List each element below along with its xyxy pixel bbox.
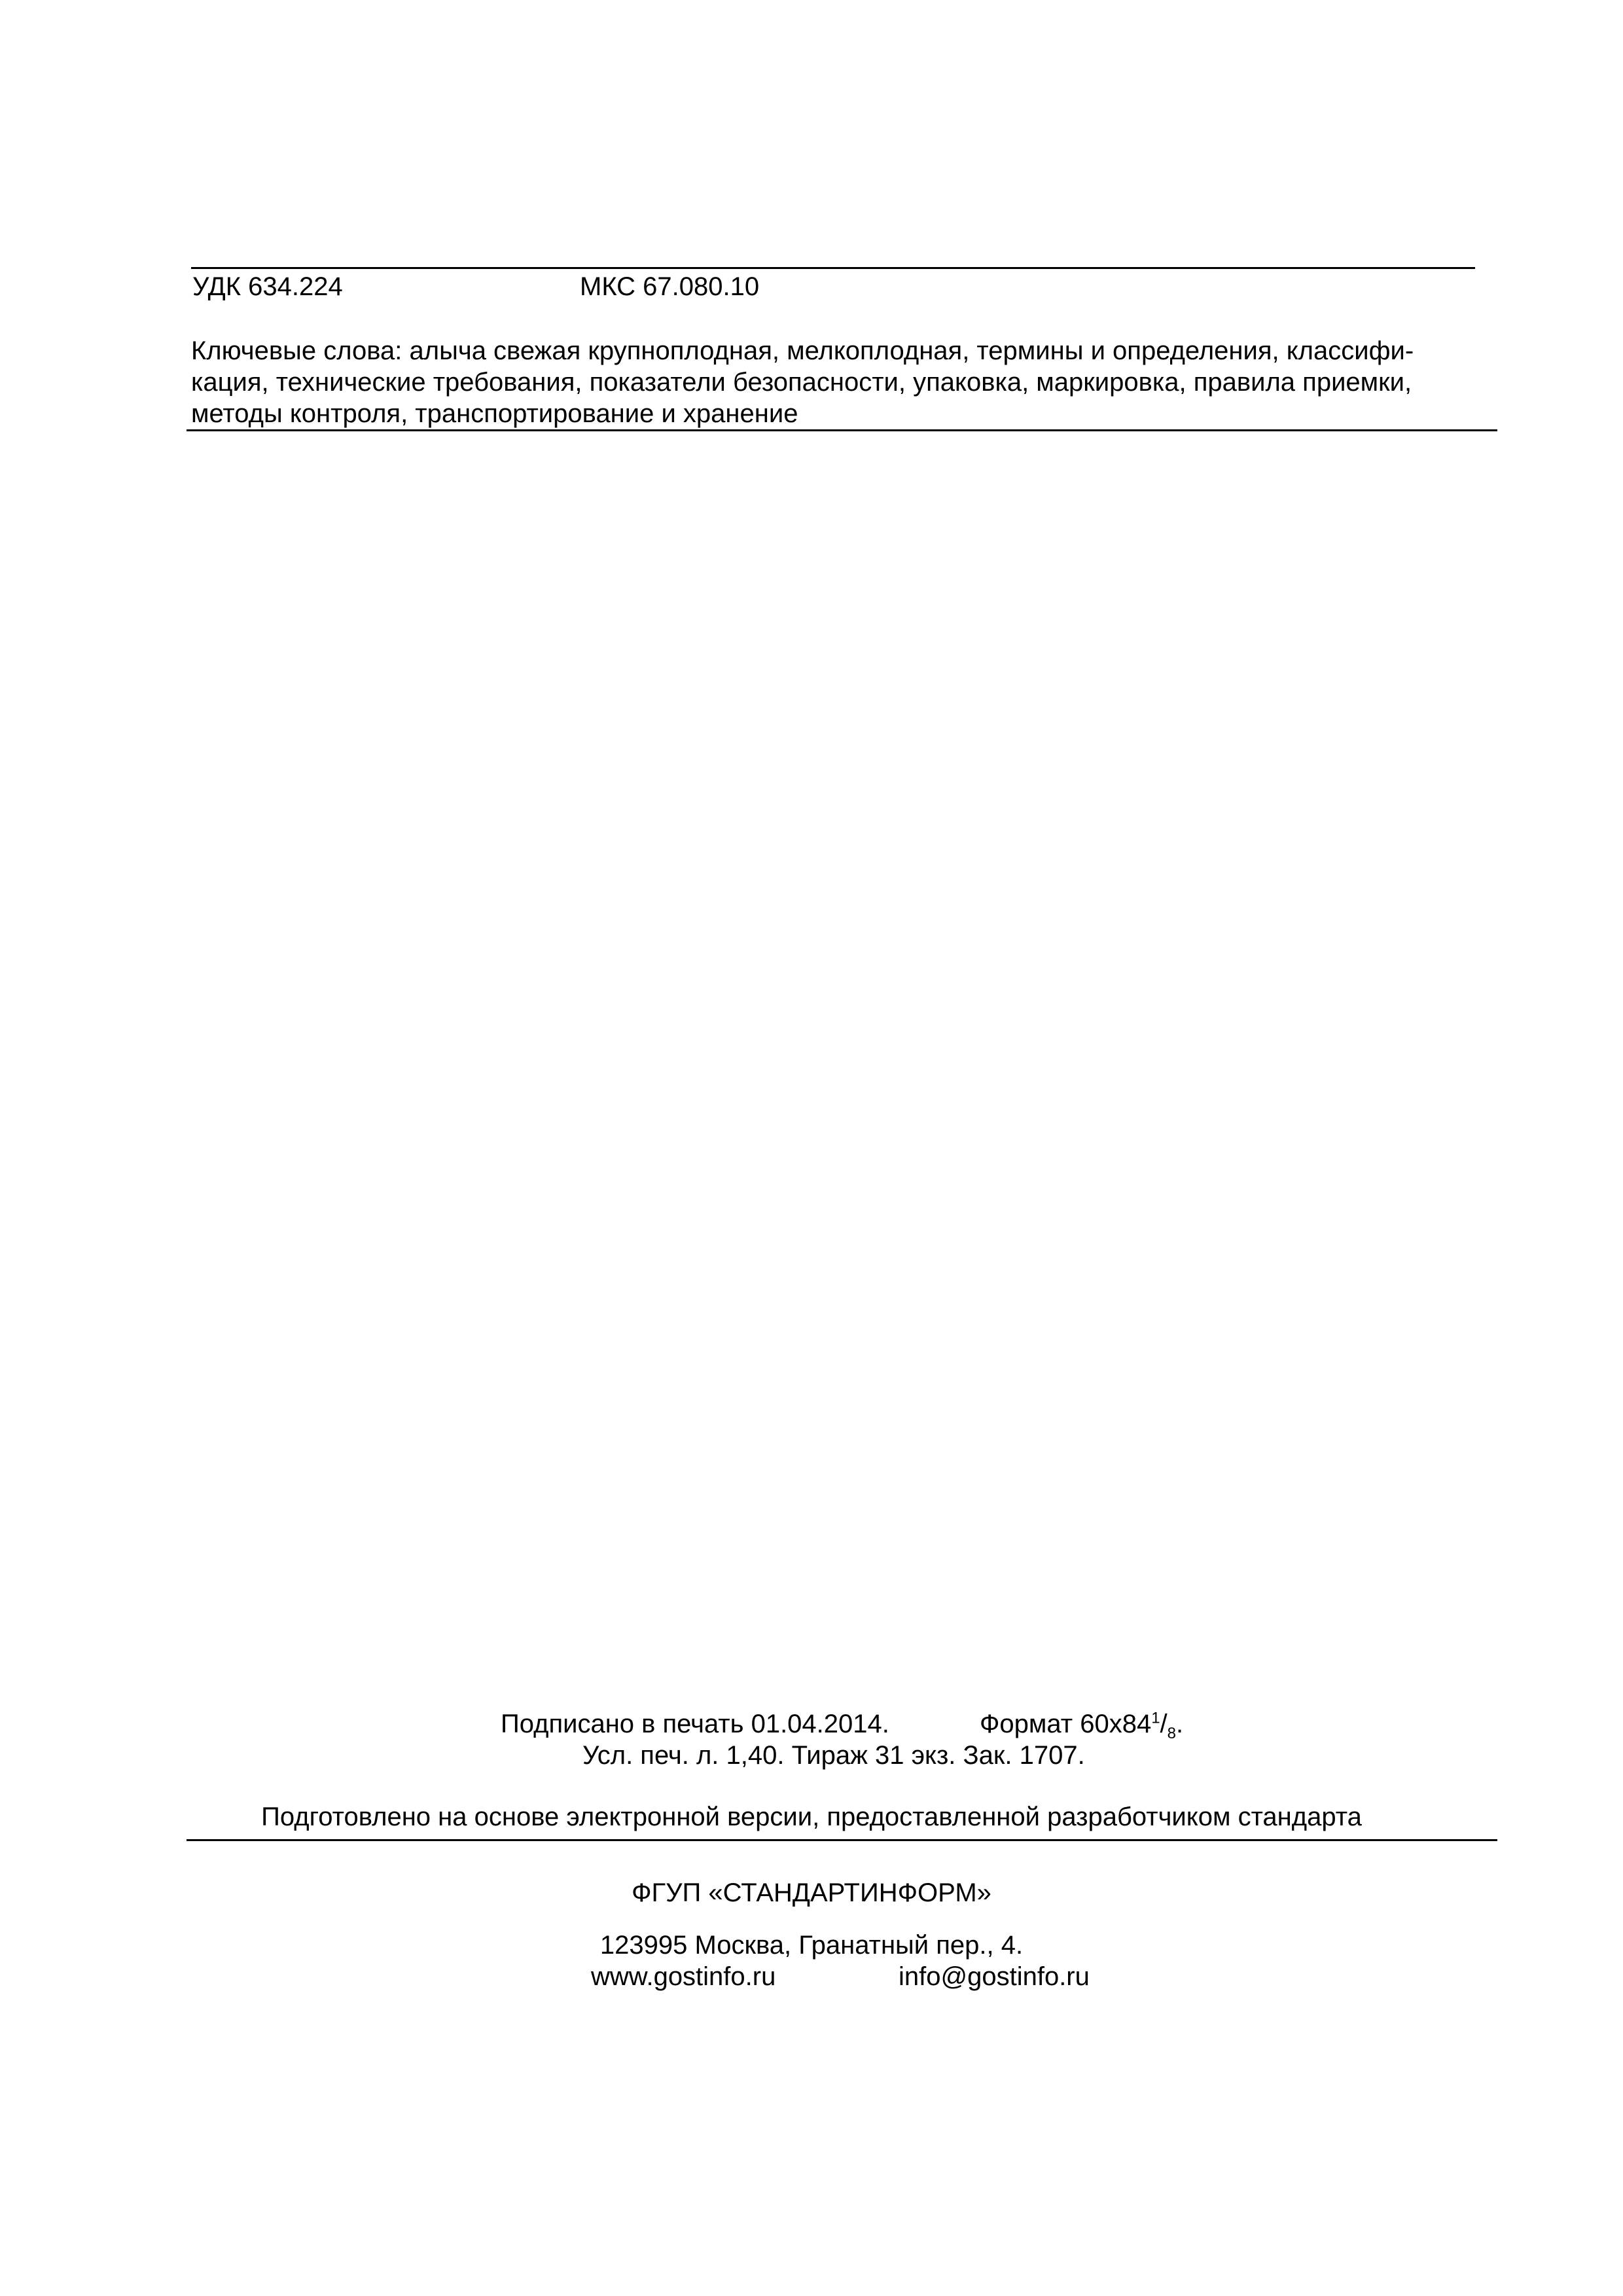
keywords-paragraph xyxy=(191,335,1500,429)
keywords-rule xyxy=(187,429,1497,431)
mks-code: МКС 67.080.10 xyxy=(580,272,760,301)
keywords-line-3: методы контроля, транспортирование и хранение xyxy=(191,399,798,428)
signed-date: Подписано в печать 01.04.2014. xyxy=(501,1710,889,1738)
print-info: Усл. печ. л. 1,40. Тираж 31 экз. Зак. 1707. xyxy=(582,1741,1085,1770)
publisher-address: 123995 Москва, Гранатный пер., 4. xyxy=(599,1931,1024,1960)
keywords-line-2: кация, технические требования, показатели безопасности, упаковка, маркировка, правила приемки, xyxy=(191,368,1412,397)
top-rule xyxy=(191,267,1475,269)
udk-code: УДК 634.224 xyxy=(192,272,343,301)
format-info: Формат $60х84^1/_8$. xyxy=(980,1709,1184,1742)
publisher-email[interactable]: info@gostinfo.ru xyxy=(899,1962,1090,1991)
publisher-name: ФГУП «СТАНДАРТИНФОРМ» xyxy=(632,1878,991,1907)
format-label: Формат 60х84 xyxy=(980,1710,1152,1738)
publisher-website[interactable]: www.gostinfo.ru xyxy=(591,1962,776,1991)
format-end: . xyxy=(1176,1710,1184,1738)
format-denominator: 8 xyxy=(1167,1725,1177,1742)
format-numerator: 1 xyxy=(1151,1709,1160,1727)
keywords-line-1: Ключевые слова: алыча свежая крупноплодная, мелкоплодная, термины и определения, классифи- xyxy=(191,336,1414,365)
publisher-rule xyxy=(187,1839,1497,1841)
prepared-note: Подготовлено на основе электронной версии, предоставленной разработчиком стандарта xyxy=(261,1803,1362,1831)
